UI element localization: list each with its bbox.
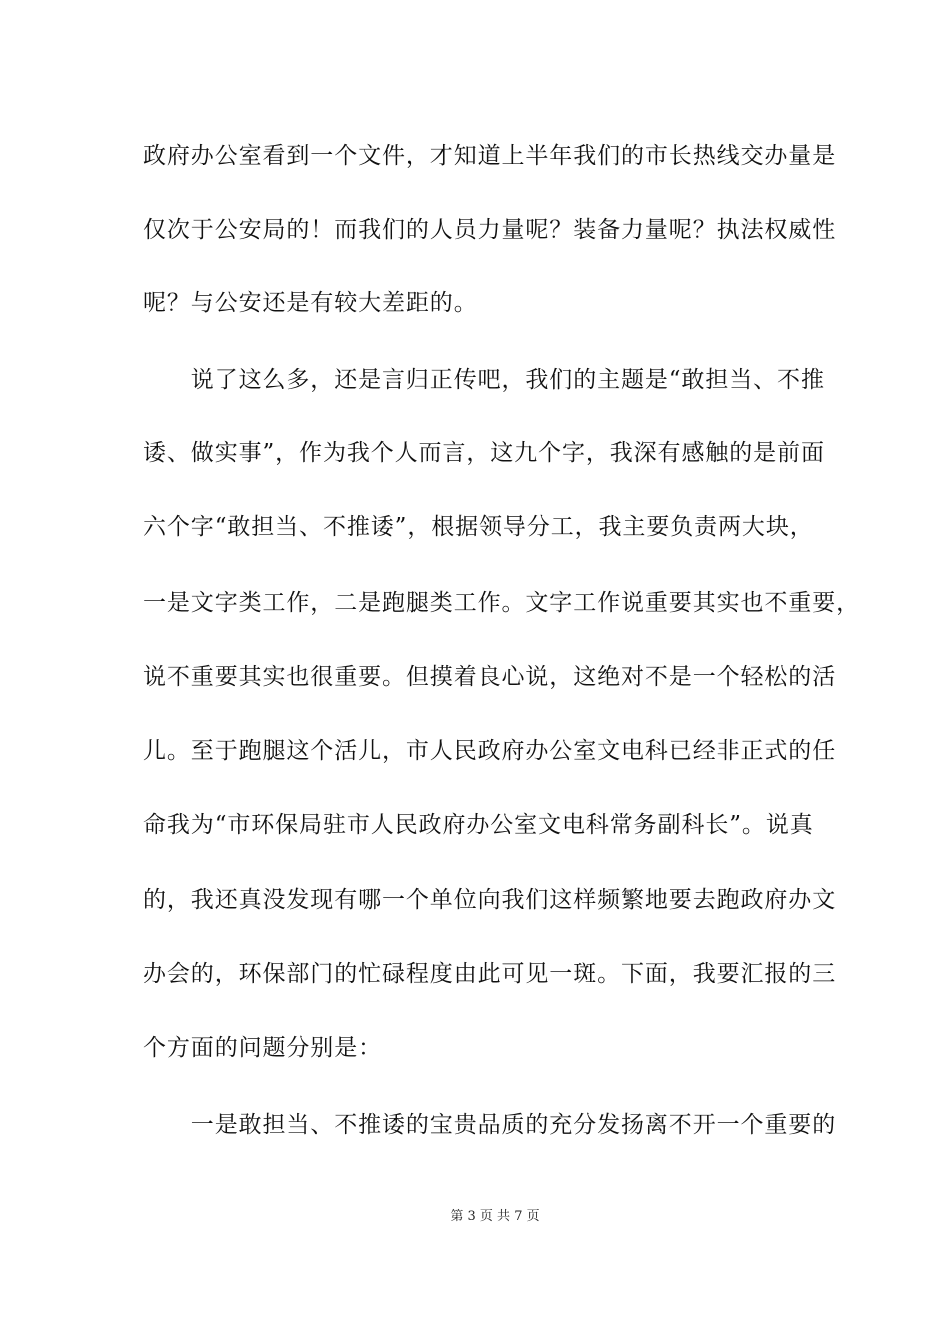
- text-line: 说不重要其实也很重要。但摸着良心说，这绝对不是一个轻松的活: [143, 664, 837, 690]
- text-line: 六个字“敢担当、不推诿”，根据领导分工，我主要负责两大块，: [143, 514, 814, 540]
- text-line: 儿。至于跑腿这个活儿，市人民政府办公室文电科已经非正式的任: [143, 738, 837, 764]
- text-line: 一是文字类工作，二是跑腿类工作。文字工作说重要其实也不重要，: [143, 590, 860, 616]
- page-number-footer: 第 3 页 共 7 页: [450, 1209, 540, 1224]
- text-line: 的，我还真没发现有哪一个单位向我们这样频繁地要去跑政府办文: [143, 887, 837, 913]
- text-line: 办会的，环保部门的忙碌程度由此可见一斑。下面，我要汇报的三: [143, 961, 837, 987]
- text-line: 仅次于公安局的！而我们的人员力量呢？装备力量呢？执法权威性: [143, 217, 837, 243]
- text-line: 政府办公室看到一个文件，才知道上半年我们的市长热线交办量是: [143, 143, 837, 169]
- text-line: 呢？与公安还是有较大差距的。: [143, 290, 478, 316]
- text-line: 诿、做实事”，作为我个人而言，这九个字，我深有感触的是前面: [143, 440, 825, 466]
- text-line: 一是敢担当、不推诿的宝贵品质的充分发扬离不开一个重要的: [143, 1112, 837, 1138]
- text-line: 命我为“市环保局驻市人民政府办公室文电科常务副科长”。说真: [143, 812, 814, 838]
- text-line: 个方面的问题分别是：: [143, 1035, 382, 1061]
- text-line: 说了这么多，还是言归正传吧，我们的主题是“敢担当、不推: [143, 367, 825, 393]
